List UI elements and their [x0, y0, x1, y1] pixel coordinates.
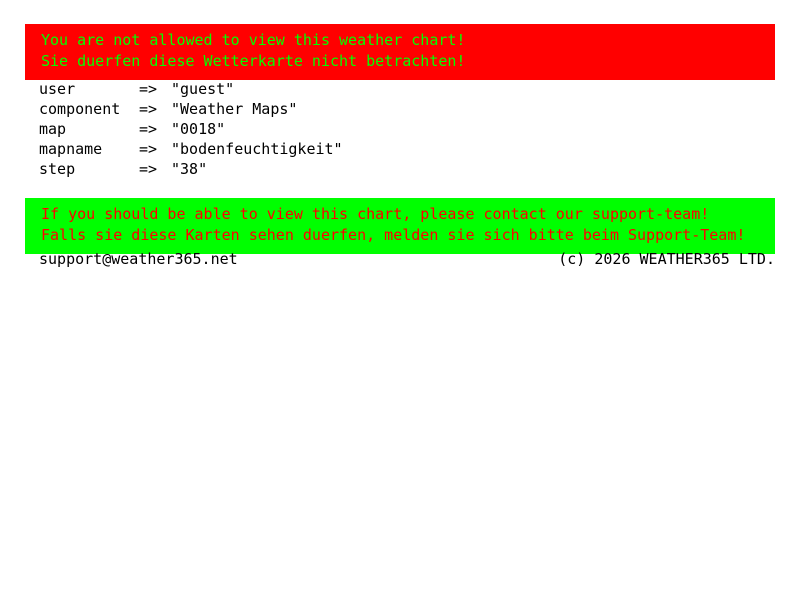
parameter-row-component	[39, 99, 343, 119]
error-banner	[25, 24, 775, 80]
copyright-notice: (c) 2026 WEATHER365 LTD.	[558, 250, 775, 268]
parameter-row-step	[39, 159, 343, 179]
parameter-arrow: =>	[139, 80, 158, 98]
footer	[39, 249, 775, 269]
parameter-arrow: =>	[139, 100, 158, 118]
error-banner-line-en: You are not allowed to view this weather chart!	[41, 31, 466, 49]
info-banner-line-de: Falls sie diese Karten sehen duerfen, melden sie sich bitte beim Support-Team!	[41, 226, 746, 244]
parameter-key: component	[39, 100, 121, 118]
parameter-row-mapname	[39, 139, 343, 159]
parameter-key: user	[39, 80, 76, 98]
info-banner	[25, 198, 775, 254]
parameter-row-map	[39, 119, 343, 139]
parameter-value: "0018"	[171, 120, 226, 138]
parameter-value: "guest"	[171, 80, 235, 98]
error-banner-line-de: Sie duerfen diese Wetterkarte nicht betrachten!	[41, 52, 466, 70]
parameter-arrow: =>	[139, 140, 158, 158]
parameter-key: step	[39, 160, 76, 178]
parameter-value: "38"	[171, 160, 208, 178]
parameter-arrow: =>	[139, 120, 158, 138]
support-email[interactable]: support@weather365.net	[39, 250, 238, 268]
parameter-value: "bodenfeuchtigkeit"	[171, 140, 343, 158]
parameter-arrow: =>	[139, 160, 158, 178]
parameter-row-user	[39, 79, 343, 99]
parameter-key: mapname	[39, 140, 103, 158]
parameter-list	[39, 79, 343, 179]
info-banner-line-en: If you should be able to view this chart, please contact our support-team!	[41, 205, 710, 223]
parameter-value: "Weather Maps"	[171, 100, 298, 118]
parameter-key: map	[39, 120, 67, 138]
